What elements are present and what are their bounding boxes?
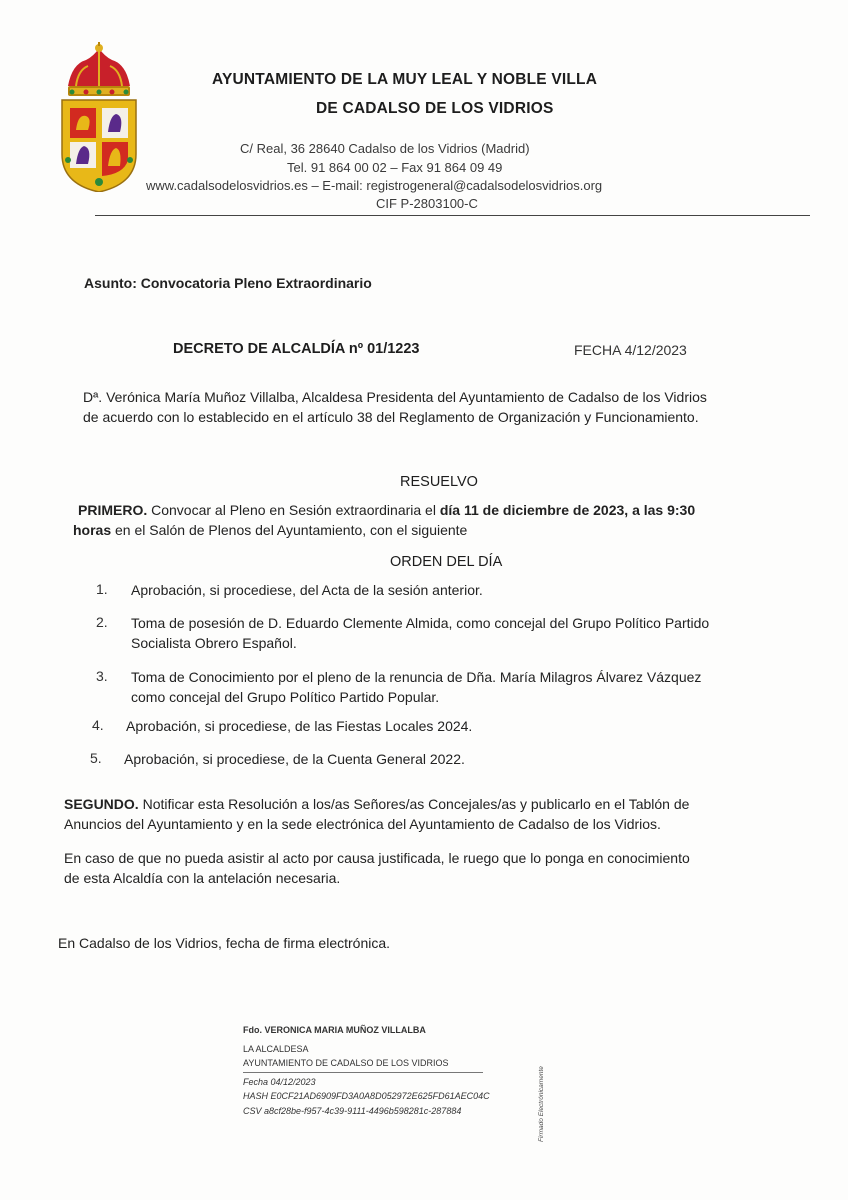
intro-line1: Dª. Verónica María Muñoz Villalba, Alcaldesa Presidenta del Ayuntamiento de Cadalso de los Vidrios — [83, 389, 707, 405]
second-label: SEGUNDO. — [64, 796, 139, 812]
agenda-item-text: como concejal del Grupo Político Partido Popular. — [131, 689, 440, 705]
second-line2: Anuncios del Ayuntamiento y en la sede electrónica del Ayuntamiento de Cadalso de los Vidrios. — [64, 816, 661, 832]
header-address: C/ Real, 36 28640 Cadalso de los Vidrios (Madrid) — [240, 141, 530, 156]
note-line1: En caso de que no pueda asistir al acto por causa justificada, le ruego que lo ponga en conocimiento — [64, 850, 690, 866]
header-title-line2: DE CADALSO DE LOS VIDRIOS — [316, 100, 554, 117]
signature-vertical-label — [538, 1042, 548, 1142]
header-phone: Tel. 91 864 00 02 – Fax 91 864 09 49 — [287, 160, 503, 175]
agenda-item-text: Toma de Conocimiento por el pleno de la renuncia de Dña. María Milagros Álvarez Vázquez — [131, 669, 702, 685]
agenda-item-number: 4. — [92, 717, 104, 733]
agenda-item-text: Aprobación, si procediese, de las Fiestas Locales 2024. — [126, 718, 473, 734]
agenda-item-number: 3. — [96, 668, 108, 684]
signature-csv: CSV a8cf28be-f957-4c39-9111-4496b598281c-287884 — [243, 1105, 462, 1116]
header-cif: CIF P-2803100-C — [376, 196, 478, 211]
header-title-line1: AYUNTAMIENTO DE LA MUY LEAL Y NOBLE VILLA — [212, 71, 598, 88]
agenda-item-text: Aprobación, si procediese, del Acta de la sesión anterior. — [131, 582, 483, 598]
signature-hash: HASH E0CF21AD6909FD3A0A8D052972E625FD61AEC04C — [243, 1091, 490, 1101]
place-date: En Cadalso de los Vidrios, fecha de firma electrónica. — [58, 935, 391, 951]
resolve-heading: RESUELVO — [400, 474, 478, 490]
agenda-item-number: 5. — [90, 750, 102, 766]
agenda-item-number: 1. — [96, 581, 108, 597]
first-line2 — [73, 520, 467, 540]
agenda-item-text: Socialista Obrero Español. — [131, 635, 297, 651]
signature-divider — [243, 1072, 483, 1073]
first-line1 — [78, 500, 695, 520]
header-divider — [95, 215, 810, 216]
first-text2: en el Salón de Plenos del Ayuntamiento, con el siguiente — [111, 522, 468, 538]
decree-date: FECHA 4/12/2023 — [574, 342, 687, 358]
signature-block — [243, 1023, 543, 1118]
intro-line2: de acuerdo con lo establecido en el artículo 38 del Reglamento de Organización y Funcionamiento. — [83, 409, 699, 425]
second-line1 — [64, 794, 689, 814]
first-label: PRIMERO. — [78, 502, 148, 518]
signature-name: Fdo. VERONICA MARIA MUÑOZ VILLALBA — [243, 1025, 426, 1035]
agenda-heading: ORDEN DEL DÍA — [390, 554, 503, 570]
agenda-item-number: 2. — [96, 614, 108, 630]
signature-date: Fecha 04/12/2023 — [243, 1076, 316, 1087]
note-line2: de esta Alcaldía con la antelación necesaria. — [64, 870, 341, 886]
decree-title: DECRETO DE ALCALDÍA nº 01/1223 — [173, 341, 420, 357]
signature-role: LA ALCALDESA — [243, 1043, 309, 1054]
subject: Asunto: Convocatoria Pleno Extraordinario — [84, 275, 372, 291]
agenda-item-text: Aprobación, si procediese, de la Cuenta General 2022. — [124, 751, 465, 767]
header-web: www.cadalsodelosvidrios.es – E-mail: registrogeneral@cadalsodelosvidrios.org — [146, 178, 603, 193]
signature-org: AYUNTAMIENTO DE CADALSO DE LOS VIDRIOS — [243, 1058, 449, 1068]
first-bold2: horas — [73, 522, 112, 538]
first-text1: Convocar al Pleno en Sesión extraordinaria el — [147, 502, 440, 518]
second-text1: Notificar esta Resolución a los/as Señores/as Concejales/as y publicarlo en el Tablón de — [138, 796, 690, 812]
signature-vertical-text: Firmado Electrónicamente — [538, 1066, 545, 1142]
first-bold1: día 11 de diciembre de 2023, a las 9:30 — [439, 502, 696, 518]
agenda-item-text: Toma de posesión de D. Eduardo Clemente Almida, como concejal del Grupo Político Partido — [131, 615, 710, 631]
coat-of-arms-icon — [58, 42, 140, 192]
